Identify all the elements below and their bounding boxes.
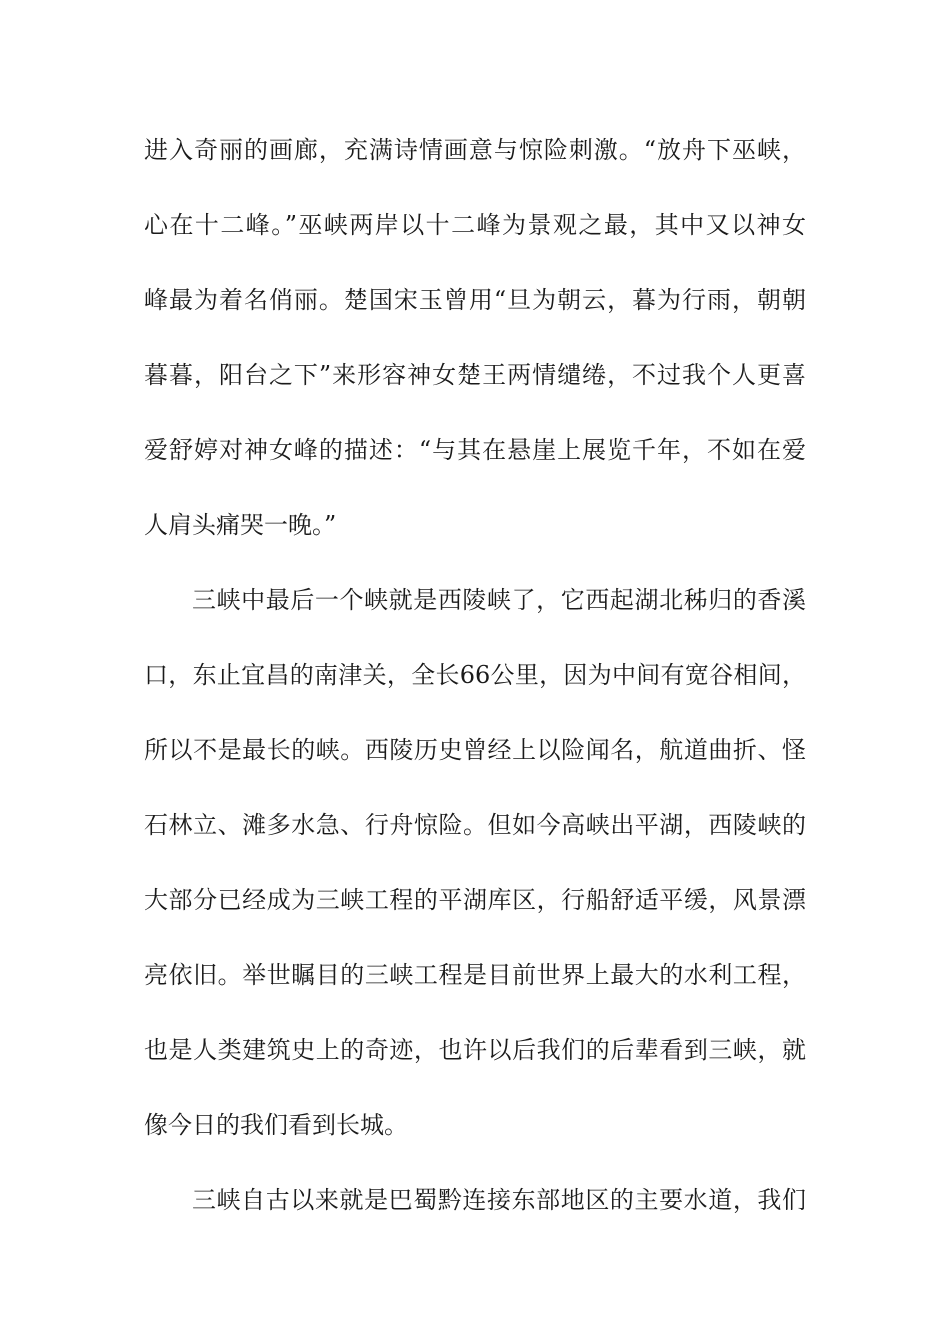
paragraph-line: 也是人类建筑史上的奇迹，也许以后我们的后辈看到三峡，就: [144, 1036, 806, 1064]
paragraph-line: 人肩头痛哭一晚。”: [144, 511, 337, 539]
paragraph-line: 峰最为着名俏丽。楚国宋玉曾用“旦为朝云，暮为行雨，朝朝: [144, 286, 806, 314]
paragraph-line: 像今日的我们看到长城。: [144, 1111, 408, 1139]
paragraph-line: 爱舒婷对神女峰的描述：“与其在悬崖上展览千年，不如在爱: [144, 436, 806, 464]
paragraph-line: 心在十二峰。”巫峡两岸以十二峰为景观之最，其中又以神女: [144, 211, 806, 239]
paragraph-line: 所以不是最长的峡。西陵历史曾经上以险闻名，航道曲折、怪: [144, 736, 806, 764]
paragraph-line: 暮暮，阳台之下”来形容神女楚王两情缱绻，不过我个人更喜: [144, 361, 806, 389]
paragraph-line: 口，东止宜昌的南津关，全长66公里，因为中间有宽谷相间，: [144, 661, 806, 689]
paragraph-line: 亮依旧。举世瞩目的三峡工程是目前世界上最大的水利工程，: [144, 961, 806, 989]
paragraph-line: 进入奇丽的画廊，充满诗情画意与惊险刺激。“放舟下巫峡，: [144, 136, 806, 164]
paragraph-line: 大部分已经成为三峡工程的平湖库区，行船舒适平缓，风景漂: [144, 886, 806, 914]
paragraph-line: 石林立、滩多水急、行舟惊险。但如今高峡出平湖，西陵峡的: [144, 811, 806, 839]
paragraph-line: 三峡自古以来就是巴蜀黔连接东部地区的主要水道，我们: [192, 1186, 806, 1214]
paragraph-line: 三峡中最后一个峡就是西陵峡了，它西起湖北秭归的香溪: [192, 586, 806, 614]
